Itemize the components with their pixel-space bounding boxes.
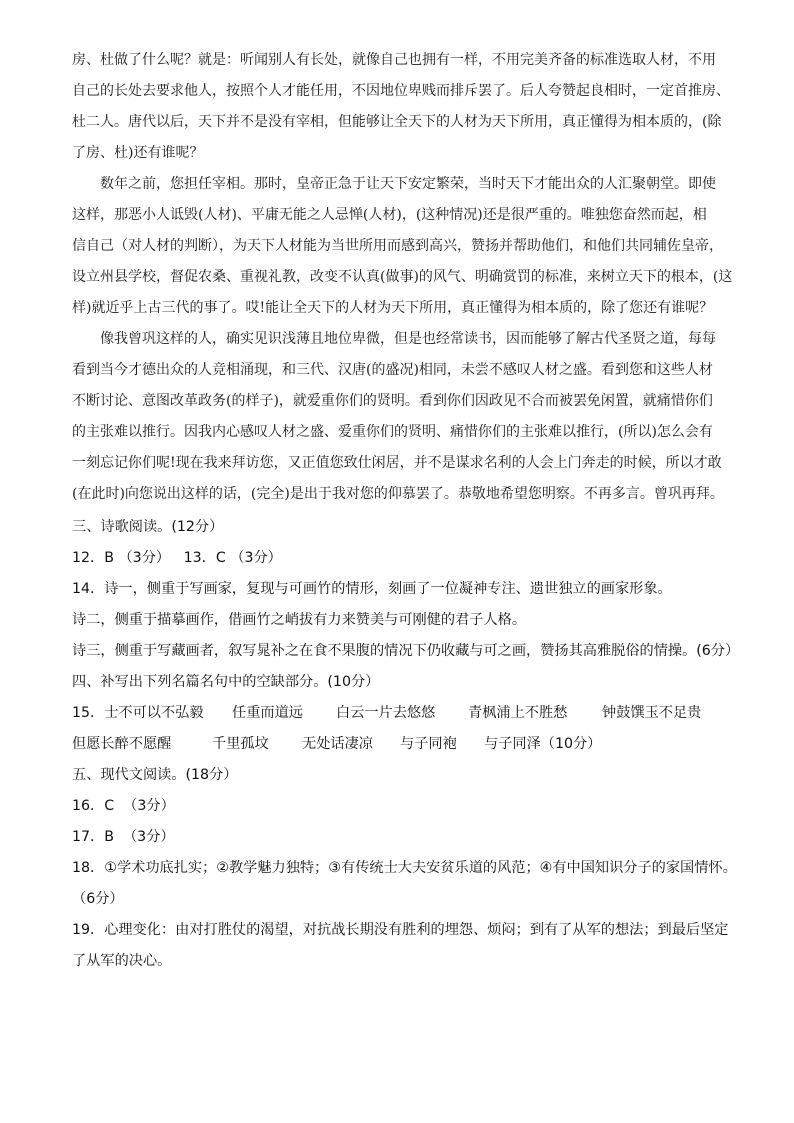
translation-line-4: 了房、杜)还有谁呢？: [72, 145, 204, 161]
answer-12-13: 12．B （3分） 13．C （3分）: [72, 550, 282, 566]
answer-15-row1: [72, 703, 732, 723]
translation-line-10: 像我曾巩这样的人，确实见识浅薄且地位卑微，但是也经常读书，因而能够了解古代圣贤之道，每每: [100, 331, 716, 347]
answer-17: 17．B （3分）: [72, 829, 175, 845]
answer-15-item: 千里孤坟: [212, 736, 269, 752]
answer-15-item: 但愿长醉不愿醒: [72, 736, 172, 752]
translation-line-3: 杜二人。唐代以后，天下并不是没有宰相，但能够让全天下的人材为天下所用，真正懂得为相本质的，(除: [72, 114, 722, 130]
translation-line-13: 的主张难以推行。因我内心感叹人材之盛、爱重你们的贤明、痛惜你们的主张难以推行，(所以)怎么会有: [72, 424, 713, 440]
answer-15-item: 任重而道远: [232, 705, 303, 721]
answer-15-item: 青枫浦上不胜愁: [468, 705, 568, 721]
section4-heading: 四、补写出下列名篇名句中的空缺部分。(10分）: [72, 674, 380, 690]
answer-14-line1: 14．诗一，侧重于写画家，复现与可画竹的情形，刻画了一位凝神专注、遗世独立的画家形象。: [72, 581, 672, 597]
translation-line-1: 房、杜做了什么呢？就是：听闻别人有长处，就像自己也拥有一样，不用完美齐备的标准选取人材，不用: [72, 52, 716, 68]
answer-15-item: 无处话凄凉: [302, 736, 373, 752]
answer-14-line3: 诗三，侧重于写藏画者，叙写晁补之在食不果腹的情况下仍收藏与可之画，赞扬其高雅脱俗的情操。(6分）: [72, 643, 740, 659]
answer-15-item: 与子同泽（10分）: [484, 736, 602, 752]
answer-15-item: 白云一片去悠悠: [336, 705, 436, 721]
translation-line-7: 信自己（对人材的判断），为天下人材能为当世所用而感到高兴，赞扬并帮助他们，和他们共同辅佐皇帝，: [72, 238, 723, 254]
translation-line-12: 不断讨论、意图改革政务(的样子)，就爱重你们的贤明。看到你们因政见不合而被罢免闲置，就痛惜你们: [72, 393, 713, 409]
answer-15-item: 与子同袍: [400, 736, 457, 752]
answer-16: 16．C （3分）: [72, 798, 175, 814]
answer-19-line1: 19．心理变化：由对打胜仗的渴望，对抗战长期没有胜利的埋怨、烦闷；到有了从军的想法；到最后坚定: [72, 922, 729, 938]
section3-heading: 三、诗歌阅读。(12分）: [72, 519, 224, 535]
answer-15-item: 钟鼓馔玉不足贵: [602, 705, 702, 721]
answer-15-item: 15．士不可以不弘毅: [72, 705, 204, 721]
translation-line-15: (在此时)向您说出这样的话，(完全)是出于我对您的仰慕罢了。恭敬地希望您明察。不再多言。曾巩再拜。: [72, 486, 724, 502]
translation-line-6: 这样，那恶小人诋毁(人材)、平庸无能之人忌惮(人材)，(这种情况)还是很严重的。唯独您奋然而起，相: [72, 207, 707, 223]
translation-line-11: 看到当今才德出众的人竞相涌现，和三代、汉唐(的盛况)相同，未尝不感叹人材之盛。看到您和这些人材: [72, 362, 713, 378]
answer-18-line1: 18．①学术功底扎实；②教学魅力独特；③有传统士大夫安贫乐道的风范；④有中国知识分子的家国情怀。: [72, 860, 737, 876]
translation-line-2: 自己的长处去要求他人，按照个人才能任用，不因地位卑贱而排斥罢了。后人夸赞起良相时，一定首推房、: [72, 83, 730, 99]
answer-19-line2: 了从军的决心。: [72, 953, 172, 969]
translation-line-9: 样)就近乎上古三代的事了。哎!能让全天下的人材为天下所用，真正懂得为相本质的，除了您还有谁呢？: [72, 300, 714, 316]
translation-line-5: 数年之前，您担任宰相。那时，皇帝正急于让天下安定繁荣，当时天下才能出众的人汇聚朝堂。即使: [100, 176, 716, 192]
answer-18-line2: （6分）: [72, 891, 124, 907]
translation-line-14: 一刻忘记你们呢!现在我来拜访您，又正值您致仕闲居，并不是谋求名利的人会上门奔走的时候，所以才敢: [72, 455, 722, 471]
answer-15-row2: [72, 734, 732, 754]
section5-heading: 五、现代文阅读。(18分）: [72, 767, 238, 783]
answer-14-line2: 诗二，侧重于描摹画作，借画竹之峭拔有力来赞美与可刚健的君子人格。: [72, 612, 527, 628]
translation-line-8: 设立州县学校，督促农桑、重视礼教，改变不认真(做事)的风气、明确赏罚的标准，来树立天下的根本，(这: [72, 269, 733, 285]
